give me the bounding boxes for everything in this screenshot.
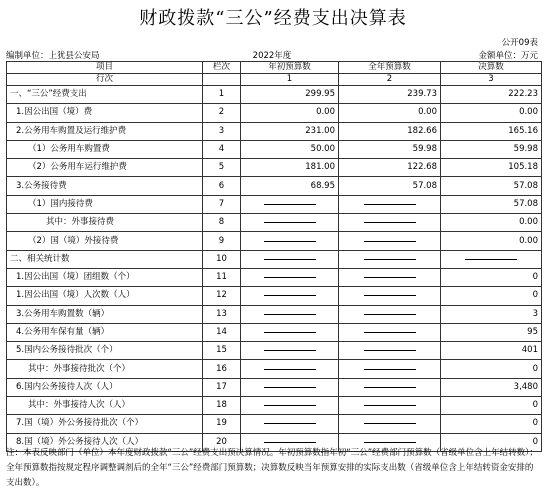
row-budget <box>241 195 339 213</box>
page-title: 财政拨款“三公”经费支出决算表 <box>139 8 407 29</box>
table-row <box>7 378 542 396</box>
row-budget <box>241 397 339 415</box>
subheader-budget: 1 <box>241 74 339 86</box>
row-full-budget <box>339 378 441 396</box>
table-row <box>7 214 542 232</box>
not-applicable-dash <box>264 241 316 242</box>
row-budget: 231.00 <box>241 122 339 140</box>
not-applicable-dash <box>264 259 316 260</box>
row-label: 4.公务用车保有量（辆） <box>7 323 203 341</box>
table-row <box>7 305 542 323</box>
row-full-budget <box>339 214 441 232</box>
row-budget <box>241 415 339 433</box>
row-full-budget <box>339 232 441 250</box>
row-seq: 20 <box>203 433 241 451</box>
row-budget <box>241 268 339 286</box>
header-row <box>7 62 542 74</box>
row-label: 1.因公出国（境）费 <box>7 104 203 122</box>
row-final: 95 <box>441 323 542 341</box>
row-final: 0 <box>441 397 542 415</box>
header-seq: 栏次 <box>203 62 241 74</box>
row-full-budget <box>339 397 441 415</box>
row-seq: 2 <box>203 104 241 122</box>
row-seq: 13 <box>203 305 241 323</box>
subheader-full-budget: 2 <box>339 74 441 86</box>
subheader-row <box>7 74 542 86</box>
row-final: 59.98 <box>441 140 542 158</box>
row-final: 0 <box>441 268 542 286</box>
row-final: 105.18 <box>441 159 542 177</box>
row-label: 7.国（境）外公务接待批次（个） <box>7 415 203 433</box>
row-seq: 5 <box>203 159 241 177</box>
row-seq: 11 <box>203 268 241 286</box>
row-final: 3 <box>441 305 542 323</box>
row-final: 165.16 <box>441 122 542 140</box>
row-seq: 4 <box>203 140 241 158</box>
not-applicable-dash <box>364 314 416 315</box>
not-applicable-dash <box>364 369 416 370</box>
row-full-budget: 122.68 <box>339 159 441 177</box>
row-budget: 50.00 <box>241 140 339 158</box>
row-full-budget <box>339 250 441 268</box>
table-row <box>7 104 542 122</box>
footnote: 注：本表反映部门（单位）本年度财政拨款“三公”经费支出预决算情况。年初预算数指年初“三公”经费部门预算数（省级单位含上年结转数）；全年预算数指按规定程序调整调剂后的全年“三公”经费部门预算数；决算数反映当年预算安排的实际支出数（省级单位含上年结转资金安排的支出数）。 <box>6 448 538 488</box>
row-seq: 10 <box>203 250 241 268</box>
row-final: 401 <box>441 342 542 360</box>
row-full-budget <box>339 360 441 378</box>
table-row <box>7 177 542 195</box>
not-applicable-dash <box>364 204 416 205</box>
row-seq: 16 <box>203 360 241 378</box>
row-budget <box>241 378 339 396</box>
row-full-budget <box>339 287 441 305</box>
table-row <box>7 232 542 250</box>
table-row <box>7 360 542 378</box>
not-applicable-dash <box>264 442 316 443</box>
row-full-budget <box>339 195 441 213</box>
not-applicable-dash <box>264 423 316 424</box>
row-label: 3.公务接待费 <box>7 177 203 195</box>
row-budget <box>241 305 339 323</box>
row-seq: 15 <box>203 342 241 360</box>
row-full-budget: 59.98 <box>339 140 441 158</box>
row-seq: 9 <box>203 232 241 250</box>
row-label: 8.国（境）外公务接待人次（人） <box>7 433 203 451</box>
row-label: 二、相关统计数 <box>7 250 203 268</box>
row-seq: 19 <box>203 415 241 433</box>
row-label: 其中：外事接待批次（个） <box>7 360 203 378</box>
not-applicable-dash <box>465 259 517 260</box>
row-full-budget <box>339 305 441 323</box>
row-final: 0 <box>441 433 542 451</box>
not-applicable-dash <box>264 350 316 351</box>
row-full-budget: 239.73 <box>339 86 441 104</box>
row-seq: 18 <box>203 397 241 415</box>
table-row <box>7 397 542 415</box>
row-label: （1）公务用车购置费 <box>7 140 203 158</box>
row-final <box>441 250 542 268</box>
row-budget: 68.95 <box>241 177 339 195</box>
not-applicable-dash <box>264 332 316 333</box>
row-final: 0.00 <box>441 232 542 250</box>
not-applicable-dash <box>264 387 316 388</box>
subheader-final: 3 <box>441 74 542 86</box>
not-applicable-dash <box>364 222 416 223</box>
row-budget <box>241 232 339 250</box>
row-label: （2）公务用车运行维护费 <box>7 159 203 177</box>
row-seq: 3 <box>203 122 241 140</box>
row-label: 其中：外事接待费 <box>7 214 203 232</box>
not-applicable-dash <box>264 314 316 315</box>
row-budget <box>241 360 339 378</box>
not-applicable-dash <box>364 241 416 242</box>
row-budget: 299.95 <box>241 86 339 104</box>
row-budget: 0.00 <box>241 104 339 122</box>
not-applicable-dash <box>264 295 316 296</box>
row-seq: 12 <box>203 287 241 305</box>
amount-unit: 金额单位：万元 <box>478 51 538 61</box>
row-final: 0 <box>441 360 542 378</box>
row-label: 1.因公出国（境）团组数（个） <box>7 268 203 286</box>
row-seq: 17 <box>203 378 241 396</box>
row-final: 3,480 <box>441 378 542 396</box>
row-full-budget <box>339 268 441 286</box>
row-seq: 6 <box>203 177 241 195</box>
row-label: 3.公务用车购置数（辆） <box>7 305 203 323</box>
form-code: 公开09表 <box>501 38 538 48</box>
header-full-budget: 全年预算数 <box>339 62 441 74</box>
not-applicable-dash <box>264 204 316 205</box>
table-row <box>7 140 542 158</box>
row-full-budget: 0.00 <box>339 104 441 122</box>
row-budget <box>241 323 339 341</box>
row-final: 222.23 <box>441 86 542 104</box>
not-applicable-dash <box>364 423 416 424</box>
table-row <box>7 415 542 433</box>
row-label: 2.公务用车购置及运行维护费 <box>7 122 203 140</box>
row-seq: 8 <box>203 214 241 232</box>
not-applicable-dash <box>264 405 316 406</box>
row-label: 一、“三公”经费支出 <box>7 86 203 104</box>
row-final: 0 <box>441 415 542 433</box>
table-row <box>7 268 542 286</box>
row-seq: 1 <box>203 86 241 104</box>
row-full-budget: 57.08 <box>339 177 441 195</box>
expenditure-table <box>6 61 542 452</box>
not-applicable-dash <box>264 222 316 223</box>
table-row <box>7 342 542 360</box>
table-row <box>7 250 542 268</box>
row-budget <box>241 250 339 268</box>
row-label: 1.因公出国（境）人次数（人） <box>7 287 203 305</box>
row-final: 0.00 <box>441 214 542 232</box>
not-applicable-dash <box>364 387 416 388</box>
row-full-budget <box>339 342 441 360</box>
row-budget <box>241 287 339 305</box>
not-applicable-dash <box>364 350 416 351</box>
table-row <box>7 86 542 104</box>
not-applicable-dash <box>364 442 416 443</box>
header-final: 决算数 <box>441 62 542 74</box>
row-budget: 181.00 <box>241 159 339 177</box>
subheader-item: 行次 <box>7 74 203 86</box>
not-applicable-dash <box>264 277 316 278</box>
row-final: 0.00 <box>441 104 542 122</box>
not-applicable-dash <box>364 277 416 278</box>
row-budget <box>241 214 339 232</box>
table-row <box>7 287 542 305</box>
row-final: 57.08 <box>441 177 542 195</box>
not-applicable-dash <box>364 259 416 260</box>
table-row <box>7 323 542 341</box>
reporting-unit: 编制单位：上犹县公安局 <box>6 51 100 61</box>
row-final: 0 <box>441 287 542 305</box>
header-item: 项目 <box>7 62 203 74</box>
row-label: 其中：外事接待人次（人） <box>7 397 203 415</box>
row-full-budget: 182.66 <box>339 122 441 140</box>
row-seq: 7 <box>203 195 241 213</box>
row-label: （1）国内接待费 <box>7 195 203 213</box>
row-label: 5.国内公务接待批次（个） <box>7 342 203 360</box>
not-applicable-dash <box>364 332 416 333</box>
header-budget: 年初预算数 <box>241 62 339 74</box>
row-label: （2）国（境）外接待费 <box>7 232 203 250</box>
fiscal-year: 2022年度 <box>252 51 292 61</box>
row-seq: 14 <box>203 323 241 341</box>
row-final: 57.08 <box>441 195 542 213</box>
row-full-budget <box>339 415 441 433</box>
subheader-seq <box>203 74 241 86</box>
row-label: 6.国内公务接待人次（人） <box>7 378 203 396</box>
table-row <box>7 159 542 177</box>
table-row <box>7 195 542 213</box>
row-budget <box>241 342 339 360</box>
not-applicable-dash <box>364 405 416 406</box>
not-applicable-dash <box>364 295 416 296</box>
table-row <box>7 122 542 140</box>
not-applicable-dash <box>264 369 316 370</box>
row-full-budget <box>339 323 441 341</box>
